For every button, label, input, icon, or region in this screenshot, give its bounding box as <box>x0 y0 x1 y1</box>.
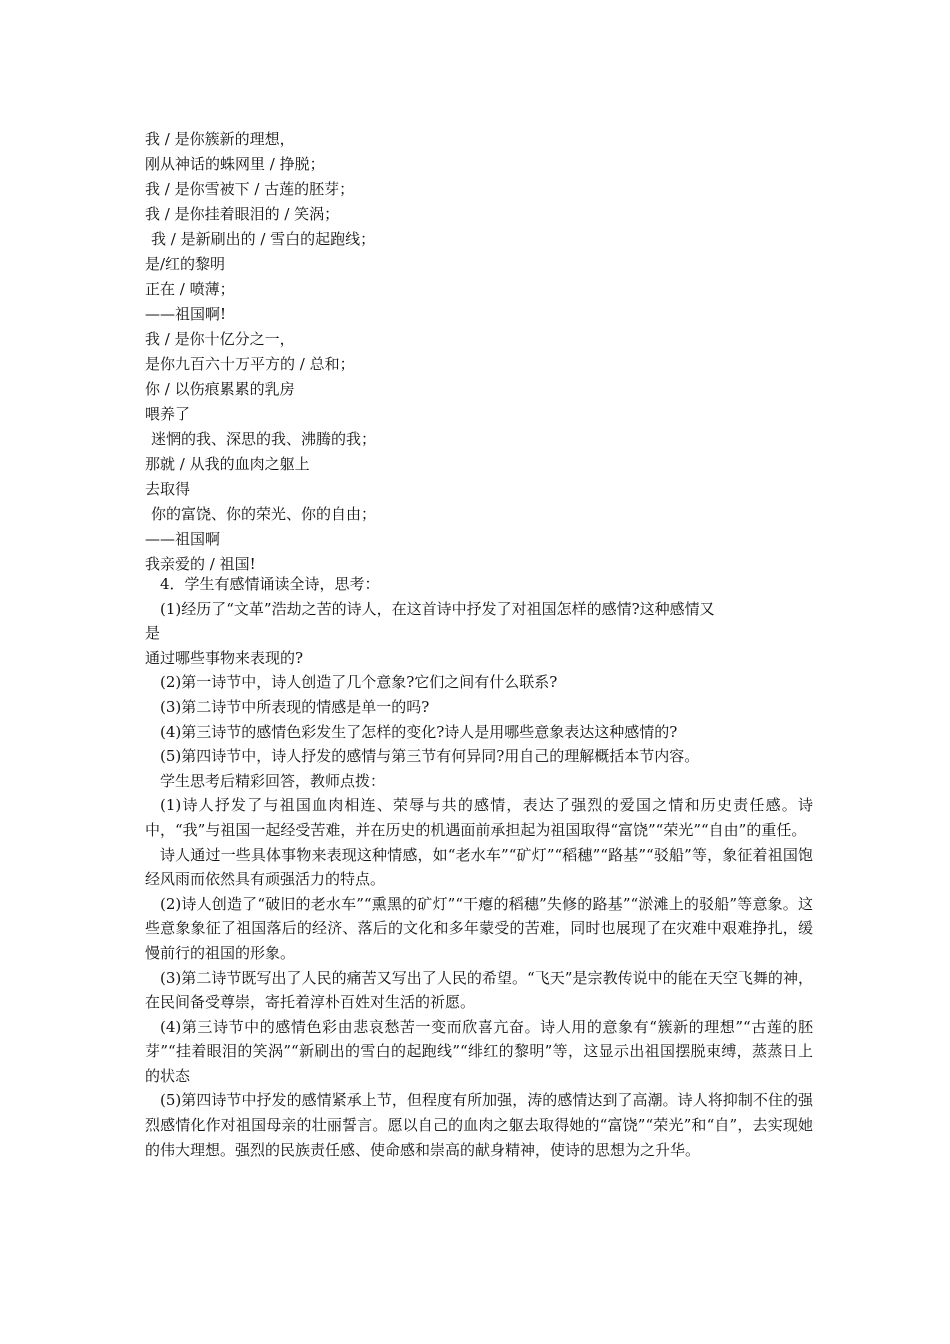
poem-line: 是你九百六十万平方的 / 总和； <box>145 355 355 373</box>
answer-4: (4)第三诗节中的感情色彩由悲哀愁苦一变而欣喜亢奋。诗人用的意象有“簇新的理想”“古莲的胚芽”“挂着眼泪的笑涡”“新刷出的雪白的起跑线”“绯红的黎明”等，这显示出祖国摆脱束缚，蒸蒸日上的状态 <box>145 1017 813 1085</box>
answer-5: (5)第四诗节中抒发的感情紧承上节，但程度有所加强，涛的感情达到了高潮。诗人将抑制不住的强烈感情化作对祖国母亲的壮丽誓言。愿以自己的血肉之躯去取得她的“富饶”“荣光”和“自”，去实现她的伟大理想。强烈的民族责任感、使命感和崇高的献身精神，使诗的思想为之升华。 <box>145 1091 813 1159</box>
poem-line: ——祖国啊! <box>145 305 227 323</box>
lesson-body <box>145 572 813 1162</box>
poem-line: 我 / 是你雪被下 / 古莲的胚芽； <box>145 180 355 198</box>
answer-3: (3)第二诗节既写出了人民的痛苦又写出了人民的希望。“飞天”是宗教传说中的能在天空飞舞的神，在民间备受尊崇，寄托着淳朴百姓对生活的祈愿。 <box>145 968 813 1012</box>
poem-line: 我亲爱的 / 祖国! <box>145 555 256 573</box>
question-5: (5)第四诗节中，诗人抒发的感情与第三节有何异同?用自己的理解概括本节内容。 <box>160 747 700 766</box>
answer-2: (2)诗人创造了“破旧的老水车”“熏黑的矿灯”“干瘪的稻穗”失修的路基”“淤滩上的驳船”等意象。这些意象象征了祖国落后的经济、落后的文化和多年蒙受的苦难，同时也展现了在灾难中艰难挣扎，缓慢前行的祖国的形象。 <box>145 894 813 962</box>
question-1: (1)经历了“文革”浩劫之苦的诗人，在这首诗中抒发了对祖国怎样的感情?这种感情又 <box>160 599 715 618</box>
poem-line: ——祖国啊 <box>145 530 221 548</box>
poem-line: 我 / 是你簇新的理想， <box>145 130 295 148</box>
answer-1: (1)诗人抒发了与祖国血肉相连、荣辱与共的感情，表达了强烈的爱国之情和历史责任感。诗中，“我”与祖国一起经受苦难，并在历史的机遇面前承担起为祖国取得“富饶”“荣光”“自由”的重任。 <box>145 796 813 839</box>
poem-line: 我 / 是你十亿分之一， <box>145 330 295 348</box>
task-heading: 4．学生有感情诵读全诗，思考： <box>160 575 380 593</box>
answer-1-continued: 诗人通过一些具体事物来表现这种情感，如“老水车”“矿灯”“稻穗”“路基”“驳船”等，象征着祖国饱经风雨而依然具有顽强活力的特点。 <box>145 845 813 889</box>
poem-line: 是/红的黎明 <box>145 255 226 273</box>
poem-line: 我 / 是新刷出的 / 雪白的起跑线； <box>151 230 376 248</box>
poem-line: 我 / 是你挂着眼泪的 / 笑涡； <box>145 205 340 223</box>
poem-line: 那就 / 从我的血肉之躯上 <box>145 455 310 473</box>
poem-line: 喂养了 <box>145 405 191 423</box>
question-3: (3)第二诗节中所表现的情感是单一的吗? <box>160 697 430 716</box>
poem-line: 你的富饶、你的荣光、你的自由； <box>151 505 377 523</box>
question-1-wrap: 是 <box>145 624 161 643</box>
poem-line: 迷惘的我、深思的我、沸腾的我； <box>151 430 377 448</box>
question-4: (4)第三诗节的感情色彩发生了怎样的变化?诗人是用哪些意象表达这种感情的? <box>160 722 678 741</box>
poem-line: 正在 / 喷薄； <box>145 280 235 298</box>
poem-line: 你 / 以伤痕累累的乳房 <box>145 380 295 398</box>
poem-line: 刚从神话的蛛网里 / 挣脱； <box>145 155 325 173</box>
question-1-end: 通过哪些事物来表现的? <box>145 648 304 667</box>
poem-line: 去取得 <box>145 480 191 498</box>
answers-intro: 学生思考后精彩回答，教师点拨： <box>160 771 386 790</box>
question-2: (2)第一诗节中，诗人创造了几个意象?它们之间有什么联系? <box>160 673 558 692</box>
poem-block <box>145 127 825 577</box>
